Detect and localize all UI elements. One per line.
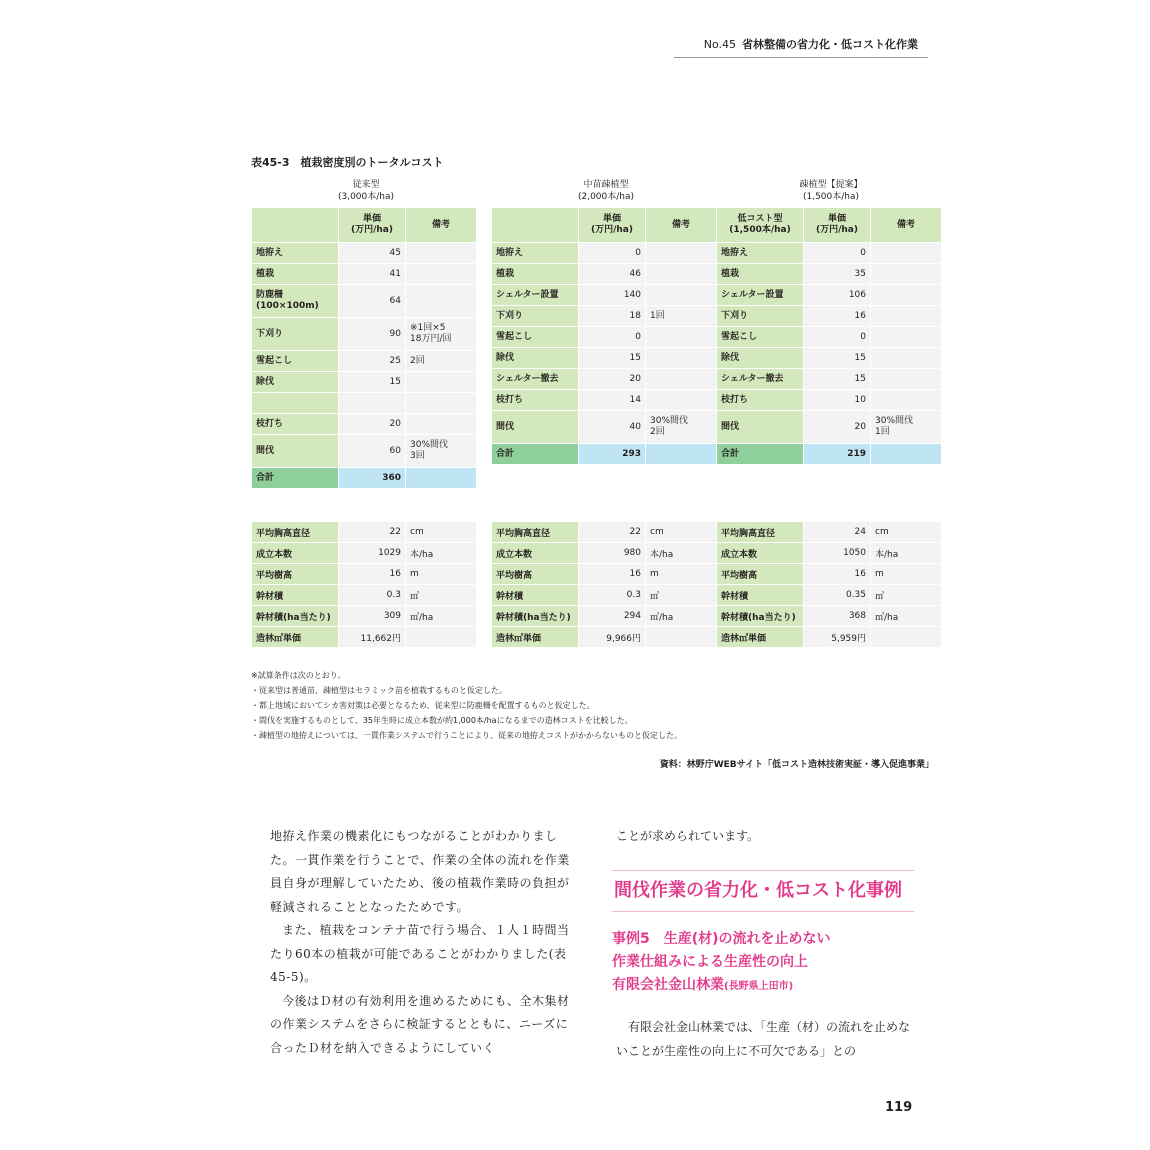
stat-value: 980 [579,543,646,564]
stats-row [252,606,477,627]
total-label: 合計 [492,444,579,465]
row-label: 枝打ち [717,390,804,411]
column-title: 中苗疎植型 [583,180,629,190]
stats-row [252,627,477,648]
total-row [717,444,942,465]
table-row [492,348,717,369]
stat-value: 5,959円 [804,627,871,648]
cost-table-conventional [251,207,477,489]
stat-label: 造林㎥単価 [492,627,579,648]
row-value [339,393,406,414]
stat-unit: m [406,564,477,585]
stats-table-conventional [251,521,477,648]
body-text-right-bottom [616,1016,916,1063]
table-caption: 表45-3 植栽密度別のトータルコスト [251,156,444,169]
stat-value: 0.3 [339,585,406,606]
column-density: (3,000本/ha) [337,192,395,202]
row-value: 10 [804,390,871,411]
stat-unit [406,627,477,648]
row-note [406,285,477,318]
row-note: 2回 [406,351,477,372]
row-value: 140 [579,285,646,306]
stat-value: 16 [579,564,646,585]
row-value: 45 [339,243,406,264]
note-line: ※試算条件は次のとおり。 [251,671,346,680]
row-label: 地拵え [492,243,579,264]
header-cell: 低コスト型 (1,500本/ha) [717,208,804,243]
total-note [871,444,942,465]
stat-value: 0.3 [579,585,646,606]
stat-unit: cm [871,522,942,543]
total-value: 219 [804,444,871,465]
row-label: 間伐 [717,411,804,444]
table-row [717,306,942,327]
table-row [252,351,477,372]
row-value: 20 [579,369,646,390]
page-header [704,36,918,52]
stat-unit: ㎥/ha [406,606,477,627]
row-note [646,327,717,348]
row-value: 20 [804,411,871,444]
row-note [871,306,942,327]
row-label [252,393,339,414]
table-row [492,264,717,285]
table-row [717,390,942,411]
row-label: 地拵え [252,243,339,264]
paragraph: 今後はＤ材の有効利用を進めるためにも、全木集材の作業システムをさらに検証するとともに、ニーズに合ったＤ材を納入できるようにしていく [270,993,570,1055]
row-note [871,390,942,411]
row-label: 防鹿柵 (100×100m) [252,285,339,318]
row-value: 0 [804,243,871,264]
table-row [492,327,717,348]
total-label: 合計 [252,468,339,489]
stats-row [717,606,942,627]
case-line-1: 事例5 生産(材)の流れを止めない [612,931,831,947]
row-value: 106 [804,285,871,306]
row-value: 46 [579,264,646,285]
row-note [646,243,717,264]
stat-value: 1029 [339,543,406,564]
stat-unit: ㎥ [406,585,477,606]
header-cell: 単価 (万円/ha) [339,208,406,243]
stat-unit: 本/ha [406,543,477,564]
column-heading-medium [491,179,721,203]
row-value: 15 [804,348,871,369]
row-label: 植栽 [252,264,339,285]
case-heading [612,928,831,998]
stat-label: 平均樹高 [252,564,339,585]
row-value: 35 [804,264,871,285]
table-row [252,414,477,435]
stat-label: 平均胸高直径 [717,522,804,543]
row-note [406,243,477,264]
table-row [492,369,717,390]
stats-table-medium [491,521,717,648]
column-heading-conventional [251,179,481,203]
row-label: 植栽 [492,264,579,285]
case-line-2: 作業仕組みによる生産性の向上 [612,954,808,970]
table-row [717,348,942,369]
table-row [717,411,942,444]
column-density: (1,500本/ha) [802,192,860,202]
column-heading-sparse [716,179,946,203]
column-density: (2,000本/ha) [577,192,635,202]
row-note [406,372,477,393]
table-notes [251,668,941,743]
row-label: 下刈り [252,318,339,351]
page-number: 119 [885,1100,913,1115]
stats-row [717,585,942,606]
row-label: 除伐 [492,348,579,369]
table-row [717,369,942,390]
row-label: 下刈り [717,306,804,327]
row-note [406,264,477,285]
stat-label: 成立本数 [492,543,579,564]
stats-row [717,564,942,585]
table-row [252,393,477,414]
row-note [871,264,942,285]
stat-value: 9,966円 [579,627,646,648]
row-note [646,348,717,369]
stat-label: 幹材積(ha当たり) [492,606,579,627]
row-note [646,285,717,306]
table-header-row [717,208,942,243]
table-row [492,285,717,306]
table-row [717,243,942,264]
stats-row [492,606,717,627]
row-label: 雪起こし [252,351,339,372]
row-note [646,390,717,411]
stat-label: 幹材積 [492,585,579,606]
stat-value: 309 [339,606,406,627]
table-row [492,411,717,444]
case-location: (長野県上田市) [724,981,794,992]
stat-value: 22 [579,522,646,543]
row-value: 0 [804,327,871,348]
header-cell: 備考 [646,208,717,243]
stats-row [717,522,942,543]
stat-unit: ㎥ [871,585,942,606]
row-value: 20 [339,414,406,435]
table-row [252,264,477,285]
row-value: 0 [579,243,646,264]
column-title: 従来型 [352,180,380,190]
total-label: 合計 [717,444,804,465]
total-note [646,444,717,465]
row-label: 地拵え [717,243,804,264]
row-value: 60 [339,435,406,468]
row-label: 下刈り [492,306,579,327]
row-label: シェルター設置 [492,285,579,306]
table-source: 資料：林野庁WEBサイト「低コスト造林技術実証・導入促進事業」 [659,760,934,770]
stat-label: 成立本数 [717,543,804,564]
stat-value: 1050 [804,543,871,564]
stats-row [717,627,942,648]
stat-label: 幹材積(ha当たり) [717,606,804,627]
row-note: 30%間伐 3回 [406,435,477,468]
header-cell [252,208,339,243]
stat-unit: cm [406,522,477,543]
case-company: 有限会社金山林業 [612,977,724,993]
header-cell: 備考 [406,208,477,243]
table-row [252,372,477,393]
stat-unit: ㎥/ha [871,606,942,627]
row-label: 雪起こし [492,327,579,348]
row-note [871,285,942,306]
row-note [871,348,942,369]
stat-label: 平均樹高 [492,564,579,585]
paragraph: また、植栽をコンテナ苗で行う場合、１人１時間当たり60本の植栽が可能であることがわかりました(表45-5)。 [270,923,570,984]
stat-label: 造林㎥単価 [717,627,804,648]
row-label: 雪起こし [717,327,804,348]
row-label: シェルター撤去 [492,369,579,390]
stat-label: 造林㎥単価 [252,627,339,648]
row-value: 40 [579,411,646,444]
total-note [406,468,477,489]
table-row [492,390,717,411]
stats-row [252,522,477,543]
row-note: ※1回×5 18万円/回 [406,318,477,351]
stat-label: 平均樹高 [717,564,804,585]
stats-table-sparse [716,521,942,648]
case-line-3 [612,974,831,998]
row-note [871,369,942,390]
stat-label: 成立本数 [252,543,339,564]
row-note [646,369,717,390]
table-row [492,243,717,264]
row-note: 30%間伐 1回 [871,411,942,444]
row-label: シェルター設置 [717,285,804,306]
row-note [871,243,942,264]
row-label: 間伐 [492,411,579,444]
stats-row [492,585,717,606]
stat-value: 0.35 [804,585,871,606]
table-row [717,285,942,306]
table-row [717,264,942,285]
stats-row [492,564,717,585]
table-row [252,318,477,351]
table-row [252,435,477,468]
column-title: 疎植型【提案】 [799,180,863,190]
table-header-row [252,208,477,243]
stats-row [492,627,717,648]
total-row [252,468,477,489]
stat-label: 平均胸高直径 [492,522,579,543]
row-note [871,327,942,348]
stat-value: 22 [339,522,406,543]
stats-row [717,543,942,564]
stat-unit: ㎥/ha [646,606,717,627]
table-row [252,243,477,264]
stats-row [252,543,477,564]
stat-unit [871,627,942,648]
row-note [406,414,477,435]
row-label: 除伐 [252,372,339,393]
stat-unit: m [646,564,717,585]
table-row [252,285,477,318]
row-value: 90 [339,318,406,351]
total-value: 360 [339,468,406,489]
note-line: ・間伐を実施するものとして、35年生時に成立本数が約1,000本/haになるまでの造林コストを比較した。 [251,716,633,725]
header-cell [492,208,579,243]
table-row [717,327,942,348]
stat-unit: m [871,564,942,585]
row-value: 25 [339,351,406,372]
row-value: 15 [339,372,406,393]
row-note: 1回 [646,306,717,327]
cost-table-medium [491,207,717,465]
row-note [406,393,477,414]
stat-value: 24 [804,522,871,543]
stats-row [252,585,477,606]
total-row [492,444,717,465]
cost-table-sparse [716,207,942,465]
stat-unit [646,627,717,648]
row-label: 枝打ち [252,414,339,435]
stat-label: 平均胸高直径 [252,522,339,543]
row-label: 間伐 [252,435,339,468]
header-title: 省林整備の省力化・低コスト化作業 [742,38,918,51]
row-value: 15 [804,369,871,390]
body-text-right-top: ことが求められています。 [616,829,760,843]
header-cell: 単価 (万円/ha) [804,208,871,243]
stat-value: 11,662円 [339,627,406,648]
row-value: 14 [579,390,646,411]
stats-row [252,564,477,585]
note-line: ・都上地域においてシカ害対策は必要となるため、従来型に防鹿柵を配置するものと仮定した。 [251,701,595,710]
row-label: 除伐 [717,348,804,369]
row-value: 41 [339,264,406,285]
note-line: ・従来型は普通苗、疎植型はセラミック苗を植栽するものと仮定した。 [251,686,507,695]
row-value: 16 [804,306,871,327]
table-row [492,306,717,327]
row-label: 枝打ち [492,390,579,411]
row-label: 植栽 [717,264,804,285]
stat-label: 幹材積(ha当たり) [252,606,339,627]
row-note: 30%間伐 2回 [646,411,717,444]
stat-label: 幹材積 [717,585,804,606]
row-value: 18 [579,306,646,327]
stat-value: 16 [339,564,406,585]
stat-unit: 本/ha [871,543,942,564]
header-cell: 備考 [871,208,942,243]
row-value: 0 [579,327,646,348]
row-value: 15 [579,348,646,369]
section-title: 間伐作業の省力化・低コスト化事例 [612,870,914,912]
row-note [646,264,717,285]
paragraph: 地拵え作業の機素化にもつながることがわかりました。一貫作業を行うことで、作業の全体の流れを作業員自身が理解していたため、後の植栽作業時の負担が軽減されることとなったためです。 [270,829,570,914]
stat-unit: cm [646,522,717,543]
stats-row [492,543,717,564]
stat-value: 368 [804,606,871,627]
table-header-row [492,208,717,243]
stat-unit: ㎥ [646,585,717,606]
total-value: 293 [579,444,646,465]
header-cell: 単価 (万円/ha) [579,208,646,243]
stat-unit: 本/ha [646,543,717,564]
row-value: 64 [339,285,406,318]
stat-value: 294 [579,606,646,627]
stat-value: 16 [804,564,871,585]
stat-label: 幹材積 [252,585,339,606]
body-text-left [270,825,574,1060]
note-line: ・疎植型の地拵えについては、一貫作業システムで行うことにより、従来の地拵えコストがかからないものと仮定した。 [251,731,683,740]
header-number: No.45 [703,38,736,51]
stats-row [492,522,717,543]
paragraph: 有限会社金山林業では、「生産（材）の流れを止めないことが生産性の向上に不可欠である」との [616,1020,911,1058]
row-label: シェルター撤去 [717,369,804,390]
